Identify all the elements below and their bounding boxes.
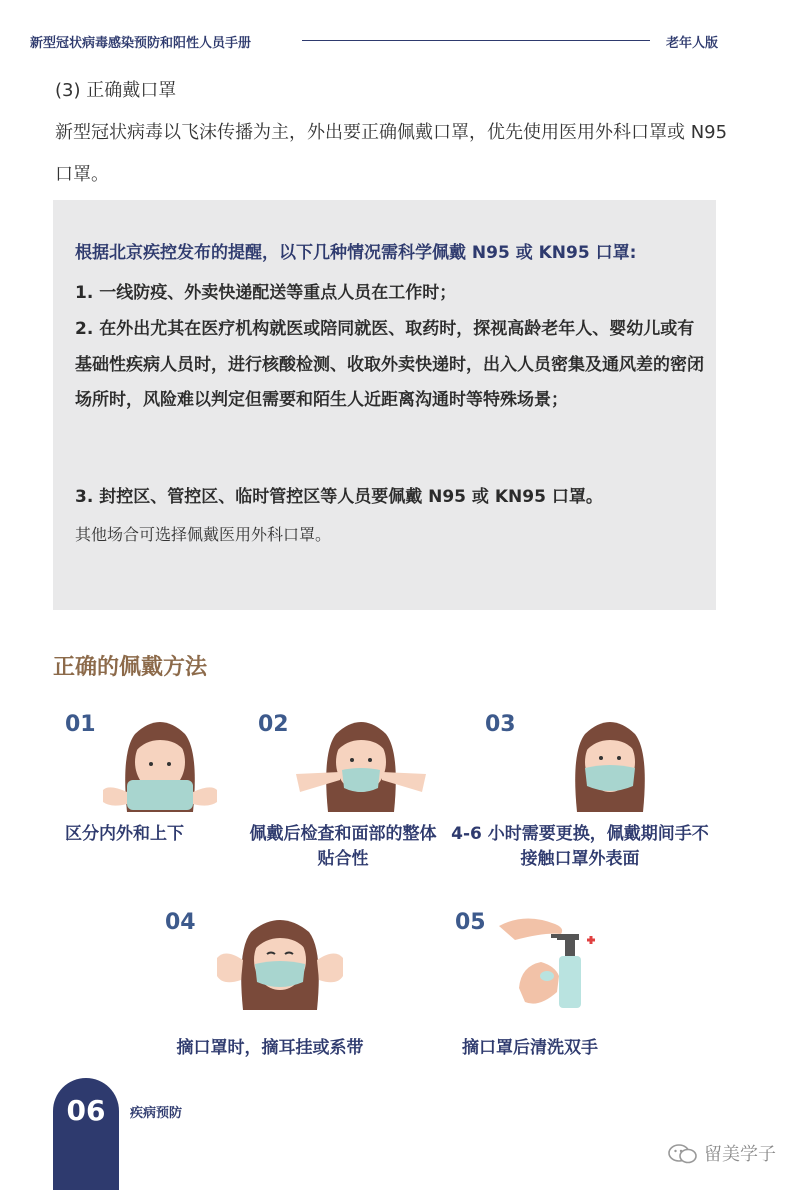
step-number: 05 <box>455 910 486 935</box>
notice-box <box>53 200 716 610</box>
step-03 <box>451 712 735 872</box>
person-removing-mask-icon <box>205 910 355 1020</box>
notice-note: 其他场合可选择佩戴医用外科口罩。 <box>75 525 332 544</box>
step-04 <box>165 910 395 1070</box>
notice-item-3: 3. 封控区、管控区、临时管控区等人员要佩戴 N95 或 KN95 口罩。 <box>75 487 603 507</box>
step-01 <box>65 712 255 862</box>
header-edition: 老年人版 <box>665 36 718 51</box>
notice-item-1: 1. 一线防疫、外卖快递配送等重点人员在工作时； <box>75 283 457 303</box>
step-caption: 摘口罩时，摘耳挂或系带 <box>176 1038 364 1058</box>
section-heading: (3) 正确戴口罩 <box>55 80 177 101</box>
step-02 <box>249 712 448 872</box>
person-checking-mask-icon <box>286 712 436 822</box>
page-number: 06 <box>66 1094 106 1127</box>
step-caption: 摘口罩后清洗双手 <box>462 1038 598 1058</box>
chat-bubble-icon <box>668 1143 698 1165</box>
person-holding-mask-icon <box>85 712 235 822</box>
notice-item-2: 2. 在外出尤其在医疗机构就医或陪同就医、取药时，探视高龄老年人、婴幼儿或有基础性疾病人员时，进行核酸检测、收取外卖快递时，出入人员密集及通风差的密闭场所时，风险难以判定但需要和陌生人近距离沟通时等特殊场景； <box>75 319 704 410</box>
header-divider <box>302 40 650 41</box>
step-number: 01 <box>65 712 96 737</box>
step-number: 02 <box>258 712 289 737</box>
page-number-badge <box>53 1078 119 1190</box>
step-number: 03 <box>485 712 516 737</box>
page-header <box>0 0 810 80</box>
step-caption: 区分内外和上下 <box>65 824 184 844</box>
section-intro: 新型冠状病毒以飞沫传播为主，外出要正确佩戴口罩，优先使用医用外科口罩或 N95 口罩。 <box>55 122 728 185</box>
watermark-text: 留美学子 <box>704 1144 776 1165</box>
hand-sanitizer-icon <box>495 910 645 1020</box>
step-number: 04 <box>165 910 196 935</box>
step-05 <box>455 910 665 1070</box>
header-title: 新型冠状病毒感染预防和阳性人员手册 <box>30 36 252 51</box>
footer-label: 疾病预防 <box>130 1106 183 1121</box>
step-caption: 佩戴后检查和面部的整体贴合性 <box>249 824 437 869</box>
method-title: 正确的佩戴方法 <box>53 655 208 680</box>
person-wearing-mask-icon <box>535 712 685 822</box>
step-caption: 4-6 小时需要更换，佩戴期间手不接触口罩外表面 <box>451 824 709 869</box>
notice-heading: 根据北京疾控发布的提醒，以下几种情况需科学佩戴 N95 或 KN95 口罩: <box>75 243 637 263</box>
